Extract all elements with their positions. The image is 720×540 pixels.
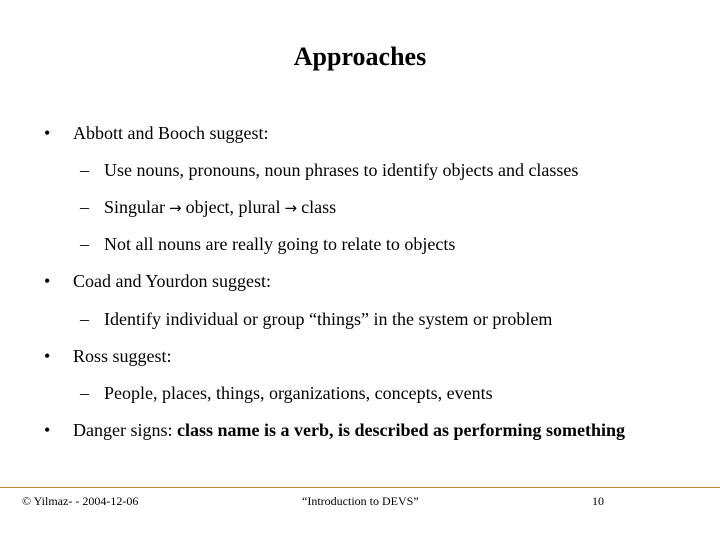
danger-signs-label: Danger signs: [73, 420, 177, 440]
slide-title: Approaches [293, 42, 427, 71]
bullet-coad-yourdon: Coad and Yourdon suggest: [73, 271, 272, 291]
footer-presentation-title: “Introduction to DEVS” [302, 494, 419, 508]
danger-signs-text: class name is a verb, is described as performing something [176, 420, 625, 440]
bullet-abbott-booch: Abbott and Booch suggest: [73, 123, 269, 143]
bullet-marker: • [44, 123, 51, 143]
footer-page-number: 10 [592, 494, 604, 508]
bullet-marker: • [44, 420, 51, 440]
sub-item-singular-plural [80, 197, 336, 218]
sub-item-text: Use nouns, pronouns, noun phrases to identify objects and classes [104, 160, 579, 180]
arrow-icon: → [169, 199, 182, 217]
dash-marker: – [80, 309, 89, 329]
sub-item-not-all-nouns [80, 234, 455, 255]
dash-marker: – [80, 160, 89, 180]
class-text: class [301, 197, 337, 217]
sub-item-people-places [80, 383, 493, 404]
singular-text: Singular [104, 197, 165, 217]
sub-item-text: Not all nouns are really going to relate to objects [104, 234, 456, 254]
sub-item-identify-things [80, 309, 552, 330]
bullet-danger-signs [73, 420, 625, 441]
arrow-icon: → [284, 199, 298, 217]
object-plural-text: object, plural [185, 197, 281, 217]
sub-item-use-nouns [80, 160, 578, 181]
dash-marker: – [80, 383, 89, 403]
dash-marker: – [80, 234, 89, 254]
sub-item-text: People, places, things, organizations, concepts, events [104, 383, 493, 403]
footer-author-date: © Yilmaz- - 2004-12-06 [22, 494, 139, 508]
bullet-ross: Ross suggest: [73, 346, 172, 366]
bullet-marker: • [44, 271, 51, 291]
sub-item-text: Identify individual or group “things” in the system or problem [104, 309, 553, 329]
dash-marker: – [80, 197, 89, 217]
bullet-marker: • [44, 346, 51, 366]
footer-rule [0, 487, 720, 488]
